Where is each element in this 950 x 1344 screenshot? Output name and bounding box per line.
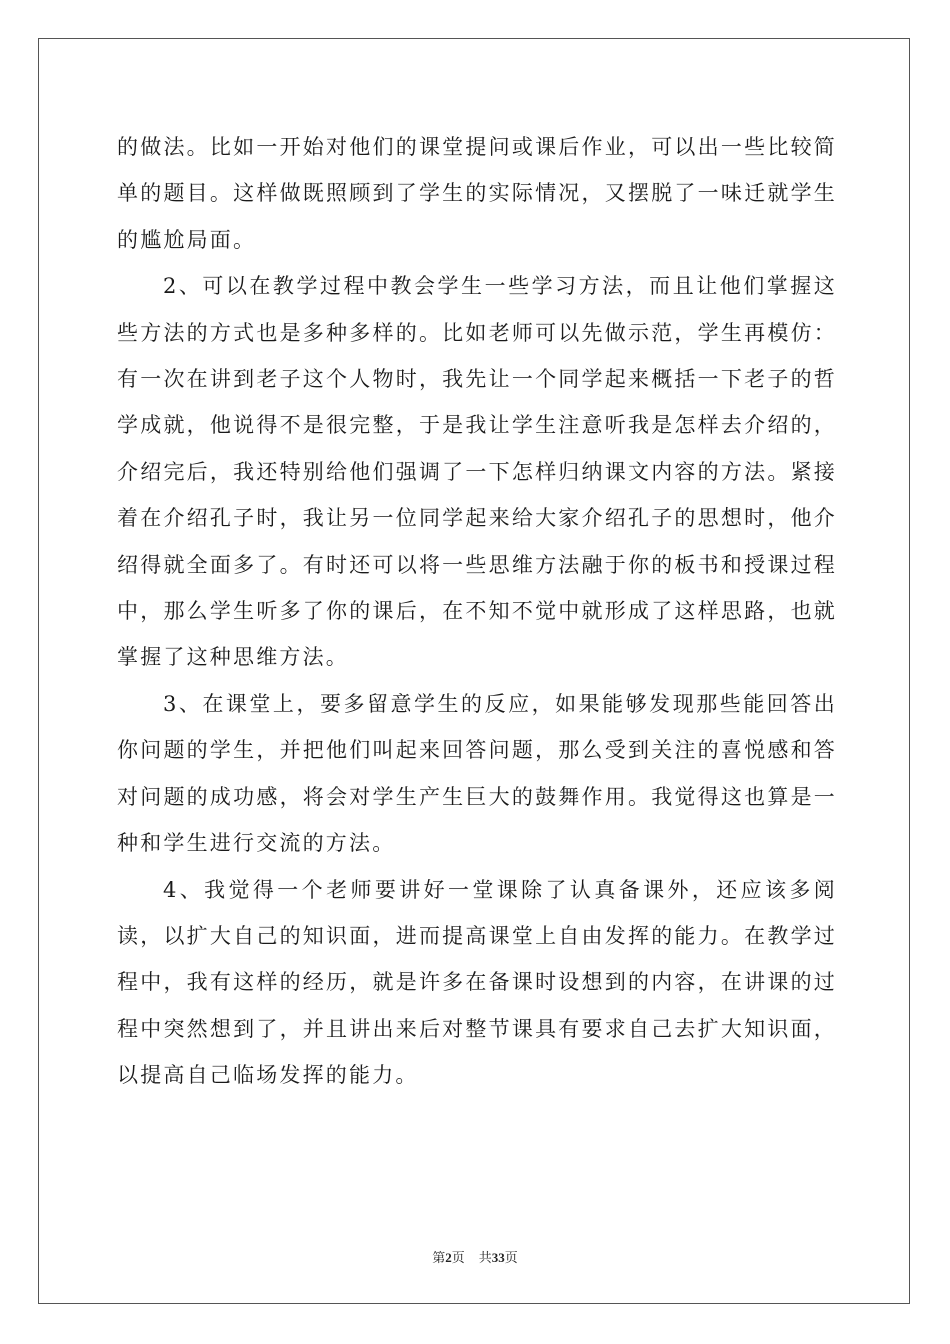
page-unit: 页 [451, 1250, 465, 1265]
total-prefix: 共 [478, 1250, 492, 1265]
paragraph-continuation: 的做法。比如一开始对他们的课堂提问或课后作业，可以出一些比较简单的题目。这样做既照顾到了学生的实际情况，又摆脱了一味迁就学生的尴尬局面。 [117, 135, 837, 252]
page-number-total: 33 [491, 1250, 505, 1265]
document-body [117, 124, 837, 1099]
paragraph-point-2: 2、可以在教学过程中教会学生一些学习方法，而且让他们掌握这些方法的方式也是多种多样的。比如老师可以先做示范，学生再模仿：有一次在讲到老子这个人物时，我先让一个同学起来概括一下老子的哲学成就，他说得不是很完整，于是我让学生注意听我是怎样去介绍的，介绍完后，我还特别给他们强调了一下怎样归纳课文内容的方法。紧接着在介绍孔子时，我让另一位同学起来给大家介绍孔子的思想时，他介绍得就全面多了。有时还可以将一些思维方法融于你的板书和授课过程中，那么学生听多了你的课后，在不知不觉中就形成了这样思路，也就掌握了这种思维方法。 [117, 274, 837, 670]
paragraph-point-3: 3、在课堂上，要多留意学生的反应，如果能够发现那些能回答出你问题的学生，并把他们叫起来回答问题，那么受到关注的喜悦感和答对问题的成功感，将会对学生产生巨大的鼓舞作用。我觉得这也算是一种和学生进行交流的方法。 [117, 691, 837, 856]
total-unit: 页 [504, 1250, 518, 1265]
paragraph-point-4: 4、我觉得一个老师要讲好一堂课除了认真备课外，还应该多阅读，以扩大自己的知识面，进而提高课堂上自由发挥的能力。在教学过程中，我有这样的经历，就是许多在备课时设想到的内容，在讲课的过程中突然想到了，并且讲出来后对整节课具有要求自己去扩大知识面，以提高自己临场发挥的能力。 [117, 877, 837, 1088]
page-number-current: 2 [445, 1250, 452, 1265]
page-prefix: 第 [432, 1250, 446, 1265]
page-footer [0, 1247, 950, 1266]
